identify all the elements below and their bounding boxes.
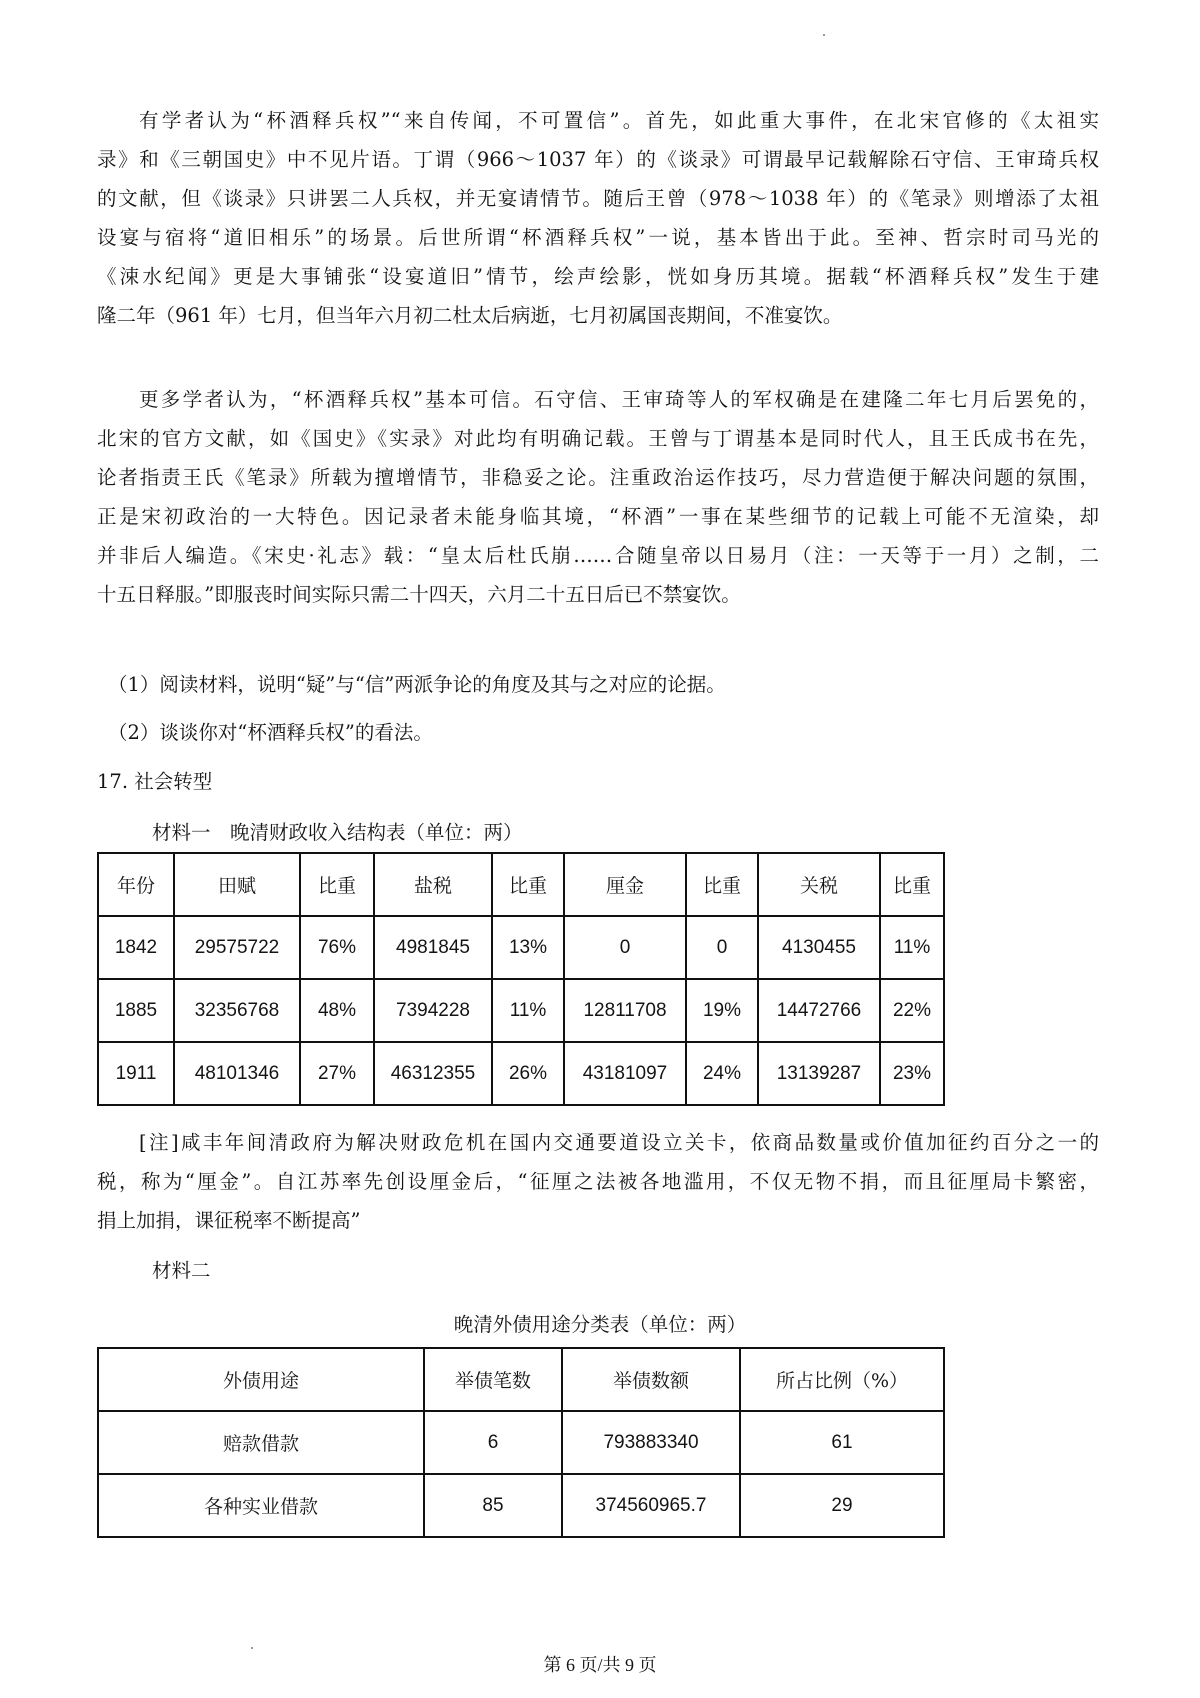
table-cell: 29575722 — [174, 916, 300, 979]
table-row — [98, 916, 944, 979]
note-line: 税，称为“厘金”。自江苏率先创设厘金后，“征厘之法被各地滥用，不仅无物不捐，而且征厘局卡繁密， — [97, 1170, 1099, 1193]
table-cell: 19% — [686, 979, 758, 1042]
header-cell: 厘金 — [564, 853, 686, 916]
table-cell: 48% — [300, 979, 374, 1042]
table-cell: 22% — [880, 979, 944, 1042]
section-heading-17: 17. 社会转型 — [97, 770, 213, 793]
header-cell: 举债笔数 — [424, 1348, 562, 1411]
header-cell: 年份 — [98, 853, 174, 916]
material-2-title: 晚清外债用途分类表（单位：两） — [453, 1313, 747, 1336]
table-cell: 12811708 — [564, 979, 686, 1042]
table-cell: 0 — [564, 916, 686, 979]
table-cell: 13139287 — [758, 1042, 880, 1105]
table-cell: 14472766 — [758, 979, 880, 1042]
foreign-debt-table — [97, 1347, 945, 1538]
table-header-row — [98, 853, 944, 916]
header-cell: 所占比例（%） — [740, 1348, 944, 1411]
passage-doubt — [97, 101, 1099, 335]
table-cell: 61 — [740, 1411, 944, 1474]
question-1: （1）阅读材料，说明“疑”与“信”两派争论的角度及其与之对应的论据。 — [108, 673, 726, 696]
passage-line: 十五日释服。”即服丧时间实际只需二十四天，六月二十五日后已不禁宴饮。 — [97, 583, 741, 606]
table-cell: 7394228 — [374, 979, 492, 1042]
header-cell: 外债用途 — [98, 1348, 424, 1411]
table-cell: 11% — [880, 916, 944, 979]
passage-line: 北宋的官方文献，如《国史》《实录》对此均有明确记载。王曾与丁谓基本是同时代人，且王氏成书在先， — [97, 427, 1099, 450]
table-row — [98, 979, 944, 1042]
table-cell: 4981845 — [374, 916, 492, 979]
header-cell: 关税 — [758, 853, 880, 916]
material-2-label: 材料二 — [152, 1259, 211, 1282]
table-cell: 27% — [300, 1042, 374, 1105]
question-2: （2）谈谈你对“杯酒释兵权”的看法。 — [108, 721, 433, 744]
table-cell: 32356768 — [174, 979, 300, 1042]
table-row — [98, 1411, 944, 1474]
note-line: [注]咸丰年间清政府为解决财政危机在国内交通要道设立关卡，依商品数量或价值加征约百分之一的 — [139, 1131, 1099, 1154]
table-row — [98, 1474, 944, 1537]
table-cell: 23% — [880, 1042, 944, 1105]
header-cell: 比重 — [880, 853, 944, 916]
table-cell: 4130455 — [758, 916, 880, 979]
material-1-title: 材料一 晚清财政收入结构表（单位：两） — [152, 821, 523, 844]
passage-line: 的文献，但《谈录》只讲罢二人兵权，并无宴请情节。随后王曾（978～1038 年）的《笔录》则增添了太祖 — [97, 187, 1099, 210]
table-cell: 24% — [686, 1042, 758, 1105]
page-footer: 第 6 页/共 9 页 — [543, 1655, 657, 1675]
passage-line: 更多学者认为，“杯酒释兵权”基本可信。石守信、王审琦等人的军权确是在建隆二年七月后罢免的， — [139, 388, 1099, 411]
passage-line: 录》和《三朝国史》中不见片语。丁谓（966～1037 年）的《谈录》可谓最早记载解除石守信、王审琦兵权 — [97, 148, 1099, 171]
table-cell: 1911 — [98, 1042, 174, 1105]
table-cell: 48101346 — [174, 1042, 300, 1105]
table-cell: 13% — [492, 916, 564, 979]
table-cell: 29 — [740, 1474, 944, 1537]
passage-line: 有学者认为“杯酒释兵权”“来自传闻，不可置信”。首先，如此重大事件，在北宋官修的《太祖实 — [139, 109, 1099, 132]
table-cell: 85 — [424, 1474, 562, 1537]
passage-line: 并非后人编造。《宋史·礼志》载：“皇太后杜氏崩……合随皇帝以日易月（注：一天等于一月）之制，二 — [97, 544, 1099, 567]
note-line: 捐上加捐，课征税率不断提高” — [97, 1209, 361, 1232]
table-cell: 76% — [300, 916, 374, 979]
likin-note — [97, 1123, 1099, 1240]
table-cell: 374560965.7 — [562, 1474, 740, 1537]
header-cell: 比重 — [492, 853, 564, 916]
table-cell: 46312355 — [374, 1042, 492, 1105]
passage-line: 正是宋初政治的一大特色。因记录者未能身临其境，“杯酒”一事在某些细节的记载上可能不无渲染，却 — [97, 505, 1099, 528]
header-cell: 比重 — [300, 853, 374, 916]
passage-line: 《涑水纪闻》更是大事铺张“设宴道旧”情节，绘声绘影，恍如身历其境。据载“杯酒释兵权”发生于建 — [97, 265, 1099, 288]
table-cell: 793883340 — [562, 1411, 740, 1474]
header-cell: 举债数额 — [562, 1348, 740, 1411]
table-cell: 0 — [686, 916, 758, 979]
table-cell: 43181097 — [564, 1042, 686, 1105]
fiscal-revenue-table — [97, 852, 945, 1106]
header-cell: 田赋 — [174, 853, 300, 916]
passage-line: 隆二年（961 年）七月，但当年六月初二杜太后病逝，七月初属国丧期间，不准宴饮。 — [97, 304, 843, 327]
table-row — [98, 1042, 944, 1105]
passage-belief — [97, 380, 1099, 614]
header-cell: 比重 — [686, 853, 758, 916]
table-cell: 1885 — [98, 979, 174, 1042]
passage-line: 论者指责王氏《笔录》所载为擅增情节，非稳妥之论。注重政治运作技巧，尽力营造便于解决问题的氛围， — [97, 466, 1099, 489]
table-cell: 26% — [492, 1042, 564, 1105]
passage-line: 设宴与宿将“道旧相乐”的场景。后世所谓“杯酒释兵权”一说，基本皆出于此。至神、哲宗时司马光的 — [97, 226, 1099, 249]
scan-speck — [823, 34, 825, 36]
table-cell: 1842 — [98, 916, 174, 979]
table-cell: 11% — [492, 979, 564, 1042]
table-cell: 6 — [424, 1411, 562, 1474]
table-cell: 各种实业借款 — [98, 1474, 424, 1537]
header-cell: 盐税 — [374, 853, 492, 916]
table-cell: 赔款借款 — [98, 1411, 424, 1474]
table-header-row — [98, 1348, 944, 1411]
scan-speck — [251, 1647, 253, 1649]
